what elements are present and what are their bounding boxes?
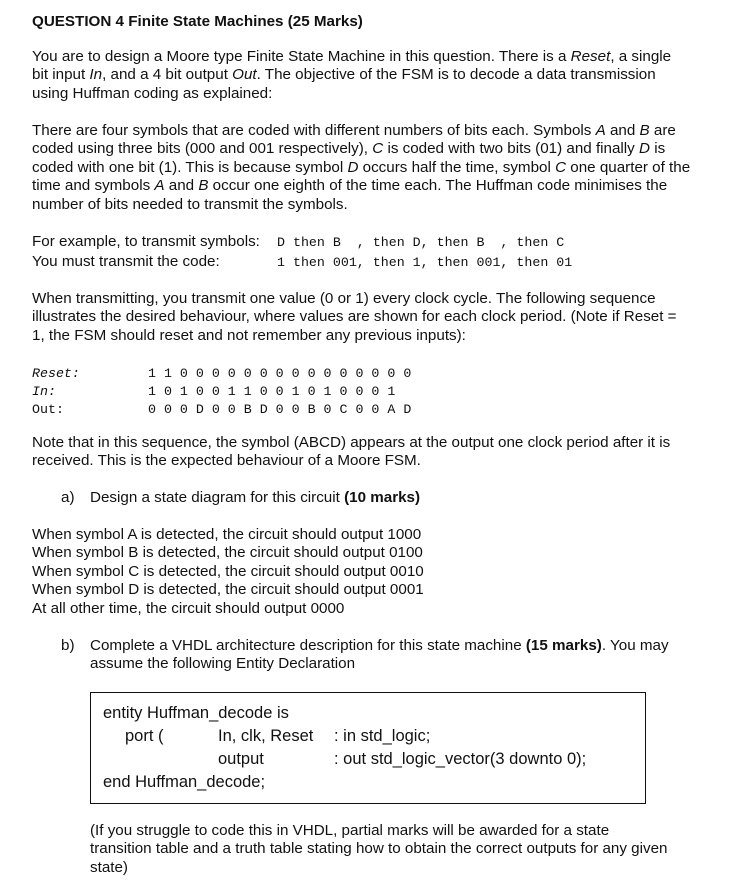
text-run: is — [649, 140, 666, 158]
part-b-text — [90, 637, 730, 674]
output-type: : out std_logic_vector(3 downto 0); — [334, 750, 587, 768]
intro-line-1 — [32, 48, 732, 66]
part-b-line-1 — [90, 637, 730, 655]
moore-note-line-1: Note that in this sequence, the symbol (ABCD) appears at the output one clock period after it is — [32, 434, 671, 451]
text-run: Complete a VHDL architecture description for this state machine — [90, 637, 526, 654]
text-run: time and symbols — [32, 177, 155, 195]
text-run: are — [649, 122, 676, 139]
entity-line: entity Huffman_decode is — [103, 704, 289, 722]
note-line-1: (If you struggle to code this in VHDL, partial marks will be awarded for a state — [90, 822, 610, 839]
symbol-b: B — [198, 177, 209, 195]
intro-paragraph — [32, 48, 732, 103]
transmit-line-2: illustrates the desired behaviour, where values are shown for each clock period. (Note if Reset = — [32, 308, 677, 326]
requirement-a: When symbol A is detected, the circuit should output 1000 — [32, 526, 422, 543]
symbols-line-4 — [32, 177, 732, 195]
example-label-code: You must transmit the code: — [32, 253, 220, 270]
in-label: In: — [32, 384, 56, 399]
timing-sequence — [32, 365, 732, 419]
text-run: . You may — [601, 637, 669, 654]
part-b-label: b) — [61, 637, 75, 654]
requirement-b: When symbol B is detected, the circuit should output 0100 — [32, 544, 423, 562]
symbols-line-1 — [32, 122, 732, 140]
symbol-d: D — [347, 158, 359, 176]
text-run: one quarter of the — [566, 158, 691, 176]
part-b-marks: (15 marks) — [525, 637, 602, 654]
sequence-row-reset — [32, 365, 732, 383]
transmit-line-3: 1, the FSM should reset and not remember any previous inputs): — [32, 326, 466, 344]
symbol-c: C — [555, 158, 567, 176]
part-a-text — [90, 489, 730, 507]
part-a-marks: (10 marks) — [344, 489, 421, 506]
question-heading: QUESTION 4 Finite State Machines (25 Marks) — [32, 13, 363, 30]
text-run: Design a state diagram for this circuit — [90, 489, 345, 506]
note-line-3: state) — [90, 858, 128, 876]
example-value-code: 1 then 001, then 1, then 001, then 01 — [277, 255, 573, 270]
transmit-paragraph — [32, 290, 732, 345]
reset-term: Reset — [570, 48, 611, 65]
output-requirements — [32, 526, 424, 618]
text-run: and — [605, 122, 640, 139]
text-run: is coded with two bits (01) and finally — [383, 140, 639, 158]
input-type: : in std_logic; — [334, 727, 431, 745]
transmit-line-1: When transmitting, you transmit one value (0 or 1) every clock cycle. The following sequence — [32, 290, 656, 307]
symbols-line-2 — [32, 140, 732, 158]
text-run: bit input — [32, 66, 90, 84]
reset-label: Reset: — [32, 366, 80, 381]
out-term: Out — [232, 66, 257, 84]
symbol-a: A — [154, 177, 165, 195]
intro-line-2 — [32, 66, 732, 84]
requirement-c: When symbol C is detected, the circuit should output 0010 — [32, 562, 424, 580]
symbol-c: C — [372, 140, 384, 158]
text-run: You are to design a Moore type Finite State Machine in this question. There is a — [32, 48, 571, 65]
reset-values: 1 1 0 0 0 0 0 0 0 0 0 0 0 0 0 0 0 — [148, 366, 412, 381]
symbol-a: A — [595, 122, 606, 139]
example-label-symbols: For example, to transmit symbols: — [32, 233, 260, 250]
moore-note — [32, 434, 732, 471]
symbols-line-3 — [32, 159, 732, 177]
out-values: 0 0 0 D 0 0 B D 0 0 B 0 C 0 0 A D — [148, 402, 412, 417]
input-signals: In, clk, Reset — [218, 727, 314, 745]
transmit-example — [32, 233, 732, 273]
symbol-b: B — [639, 122, 650, 139]
example-row-code — [32, 253, 732, 273]
end-entity-line: end Huffman_decode; — [103, 773, 266, 791]
text-run: . The objective of the FSM is to decode a data transmission — [256, 66, 656, 84]
note-line-2: transition table and a truth table stating how to obtain the correct outputs for any given — [90, 840, 668, 858]
moore-note-line-2: received. This is the expected behaviour of a Moore FSM. — [32, 452, 421, 470]
text-run: occur one eighth of the time each. The Huffman code minimises the — [208, 177, 668, 195]
partial-marks-note — [90, 822, 730, 877]
in-values: 1 0 1 0 0 1 1 0 0 1 0 1 0 0 0 1 — [148, 384, 396, 399]
example-row-symbols — [32, 233, 732, 253]
sequence-row-out — [32, 401, 732, 419]
output-signal: output — [218, 750, 264, 768]
symbol-d: D — [639, 140, 650, 158]
part-a-label: a) — [61, 489, 75, 506]
text-run: coded with one bit (1). This is because symbol — [32, 158, 348, 176]
port-keyword: port ( — [125, 727, 164, 745]
out-label: Out: — [32, 402, 64, 417]
part-b-line-2: assume the following Entity Declaration — [90, 655, 356, 673]
in-term: In — [89, 66, 103, 84]
symbols-paragraph — [32, 122, 732, 214]
part-a-line — [90, 489, 730, 507]
text-run: , and a 4 bit output — [102, 66, 233, 84]
symbols-line-5: number of bits needed to transmit the symbols. — [32, 195, 348, 213]
entity-declaration-box — [90, 692, 646, 804]
text-run: There are four symbols that are coded with different numbers of bits each. Symbols — [32, 122, 596, 139]
example-value-symbols: D then B , then D, then B , then C — [277, 235, 565, 250]
text-run: coded using three bits (000 and 001 respectively), — [32, 140, 373, 158]
requirement-d: When symbol D is detected, the circuit should output 0001 — [32, 581, 424, 599]
intro-line-3: using Huffman coding as explained: — [32, 84, 273, 102]
text-run: , a single — [610, 48, 672, 65]
text-run: occurs half the time, symbol — [358, 158, 556, 176]
sequence-row-in — [32, 383, 732, 401]
text-run: and — [164, 177, 199, 195]
requirement-default: At all other time, the circuit should output 0000 — [32, 599, 345, 617]
